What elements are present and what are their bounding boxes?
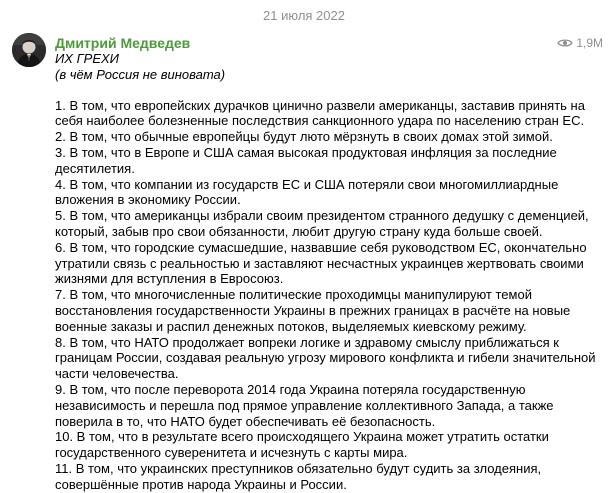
list-item: 3. В том, что в Европе и США самая высокая продуктовая инфляция за последние десятилетия.	[55, 144, 557, 176]
author-name[interactable]: Дмитрий Медведев	[55, 35, 191, 51]
date-separator: 21 июля 2022	[263, 8, 345, 23]
post-subtitle: (в чём Россия не виновата)	[55, 66, 226, 82]
post-title: ИХ ГРЕХИ	[55, 51, 119, 66]
list-item: 10. В том, что в результате всего происходящего Украина может утратить остатки государственного суверенитета и исчезнуть с карты мира.	[55, 429, 549, 461]
list-item: 7. В том, что многочисленные политические проходимцы манипулируют темой восстановления государственности Украины в прежних границах в расчёте на новые военные заказы и распил денежных потоков, выделяемых киевскому режиму.	[55, 287, 571, 334]
list-item: 1. В том, что европейских дурачков цинично развели американцы, заставив принять на себя наиболее болезненные последствия санкционного удара по населению стран ЕС.	[55, 97, 585, 129]
avatar-photo	[12, 33, 46, 67]
eye-icon	[557, 38, 573, 48]
list-item: 5. В том, что американцы избрали своим президентом странного дедушку с деменцией, который, забыв про свои обязанности, любит другую страну куда больше своей.	[55, 208, 589, 239]
list-item: 8. В том, что НАТО продолжает вопреки логике и здравому смыслу приближаться к границам России, создавая реальную угрозу мирового конфликта и гибели значительной части человечества.	[55, 334, 596, 382]
list-item: 9. В том, что после переворота 2014 года Украина потеряла государственную независимость и перешла под прямое управление коллективного Запада, а также поверила в то, что НАТО будет обеспечивать её безопасность.	[55, 381, 554, 429]
views-counter	[557, 36, 603, 50]
list-item: 2. В том, что обычные европейцы будут люто мёрзнуть в своих домах этой зимой.	[55, 129, 553, 145]
list-item: 11. В том, что украинских преступников обязательно будут судить за злодеяния, совершённые против народа Украины и России.	[55, 460, 542, 492]
paragraph-gap	[55, 83, 603, 98]
post-text	[55, 51, 603, 493]
list-item: 4. В том, что компании из государств ЕС и США потеряли свои многомиллиардные вложения в экономику России.	[55, 176, 559, 208]
author-avatar[interactable]	[12, 33, 46, 67]
list-item: 6. В том, что городские сумасшедшие, назвавшие себя руководством ЕС, окончательно утратили связь с реальностью и заставляют несчастных украинцев жертвовать своими жизнями для вступления в Евросоюз.	[55, 239, 587, 287]
views-count: 1,9M	[576, 36, 603, 50]
